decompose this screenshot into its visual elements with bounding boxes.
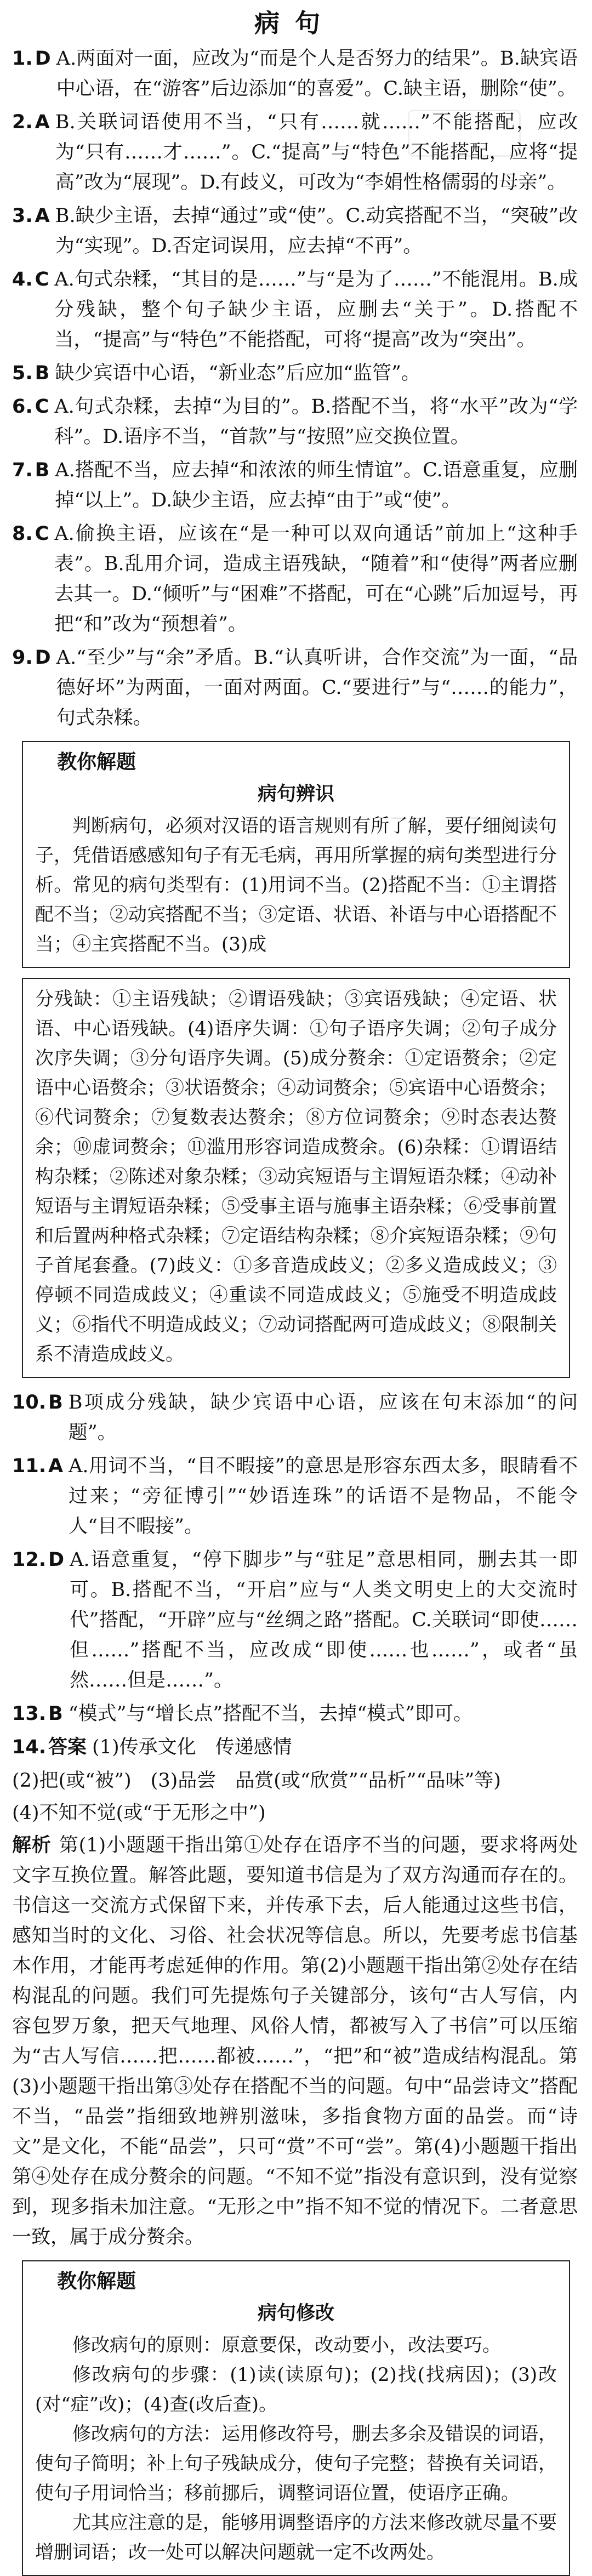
- tip-box-paragraph: 分残缺：①主语残缺；②谓语残缺；③宾语残缺；④定语、状语、中心语残缺。(4)语序失调：①句子语序失调；②句子成分次序失调；③分句语序失调。(5)成分赘余：①定语赘余；②定语中心语赘余；③状语赘余；④动词赘余；⑤宾语中心语赘余；⑥代词赘余；⑦复数表达赘余；⑧方位词赘余；⑨时态表达赘余；⑩虚词赘余；⑪滥用形容词造成赘余。(6)杂糅：①谓语结构杂糅；②陈述对象杂糅；③动宾短语与主谓短语杂糅；④动补短语与主谓短语杂糅；⑤受事主语与施事主语杂糅；⑥受事前置和后置两种格式杂糅；⑦定语结构杂糅；⑧介宾短语杂糅；⑨句子首尾套叠。(7)歧义：①多音造成歧义；②多义造成歧义；③停顿不同造成歧义；④重读不同造成歧义；⑤施受不明造成歧义；⑥指代不明造成歧义；⑦动词搭配两可造成歧义；⑧限制关系不清造成歧义。: [35, 988, 557, 1365]
- page-title: 病句: [254, 8, 335, 38]
- tip-box-header: 教你解题: [57, 2270, 136, 2293]
- answer-text: A.语意重复，“停下脚步”与“驻足”意思相同，删去其一即可。B.搭配不当，“开启”应与“人类文明史上的大交流时代”搭配，“开辟”应与“丝绸之路”搭配。C.关联词“即使……但……”搭配不当，应改成“即使……也……”，或者“虽然……但是……”。: [70, 1549, 578, 1691]
- answer-text: B.关联词语使用不当，“只有……就……”不能搭配，应改为“只有……才……”。C.“提高”与“特色”不能搭配，应将“提高”改为“展现”。D.有歧义，可改为“李娟性格儒弱的母亲”。: [55, 111, 578, 193]
- answer-text: A.“至少”与“余”矛盾。B.“认真听讲，合作交流”为一面，“品德好坏”为两面，一面对两面。C.“要进行”与“……的能力”，句式杂糅。: [56, 647, 578, 729]
- answer-item: [12, 392, 578, 452]
- answer-number: 10. B: [12, 1392, 63, 1414]
- answer-key: A: [35, 205, 50, 227]
- tip-box-identify-continued: [22, 978, 570, 1378]
- answer-item: [12, 1451, 578, 1542]
- answer-item: [12, 643, 578, 733]
- answer-number: 6. C: [12, 396, 49, 418]
- answer-number: 14. 答案: [12, 1736, 87, 1758]
- answer-item: [12, 519, 578, 640]
- answer-key: A: [35, 111, 50, 133]
- answer-item: [12, 1699, 578, 1729]
- tip-box-title: 病句辨识: [257, 783, 334, 805]
- answer-key: B: [35, 459, 50, 481]
- answer-item: [12, 1388, 578, 1448]
- answer-key: B: [48, 1703, 63, 1725]
- answer-text: 缺少宾语中心语，“新业态”后应加“监管”。: [55, 362, 420, 384]
- answer-number: 5. B: [12, 362, 50, 384]
- answer-number: 3. A: [12, 205, 50, 227]
- analysis-text: 第(1)小题题干指出第①处存在语序不当的问题，要求将两处文字互换位置。解答此题，要知道书信是为了双方沟通而存在的。书信这一交流方式保留下来，并传承下去，后人能通过这些书信，感知当时的文化、习俗、社会状况等信息。所以，先要考虑书信基本作用，才能再考虑延伸的作用。第(2)小题题干指出第②处存在结构混乱的问题。我们可先提炼句子关键部分，该句“古人写信，内容包罗万象，把天气地理、风俗人情，都被写入了书信”可以压缩为“古人写信……把……都被……”，“把”和“被”造成结构混乱。第(3)小题题干指出第③处存在搭配不当的问题。句中“品尝诗文”搭配不当，“品尝”指细致地辨别滋味，多指食物方面的品尝。而“诗文”是文化，不能“品尝”，只可“赏”不可“尝”。第(4)小题题干指出第④处存在成分赘余的问题。“不知不觉”指没有意识到，没有觉察到，现多指未加注意。“无形之中”指不知不觉的情况下。二者意思一致，属于成分赘余。: [12, 1834, 578, 2248]
- answer-text: A.两面对一面，应改为“而是个人是否努力的结果”。B.缺宾语中心语，在“游客”后边添加“的喜爱”。C.缺主语，删除“使”。: [56, 48, 578, 100]
- tip-box-paragraph: 修改病句的原则：原意要保，改动要小，改法要巧。: [72, 2334, 501, 2356]
- answer-list-2: [12, 1388, 578, 1729]
- answer-key: A: [48, 1455, 64, 1477]
- tip-box-header: 教你解题: [57, 751, 136, 773]
- analysis-paragraph: [12, 1831, 578, 2253]
- answer-number: 8. C: [12, 523, 49, 545]
- answer-item: [12, 455, 578, 516]
- answer-key: D: [35, 647, 51, 669]
- answer-text: A.偷换主语，应该在“是一种可以双向通话”前加上“这种手表”。B.乱用介词，造成主语残缺，“随着”和“使得”两者应删去其一。D.“倾听”与“困难”不搭配，可在“心跳”后加逗号，再把“和”改为“预想着”。: [54, 523, 578, 635]
- analysis-label: 解析: [12, 1834, 52, 1856]
- answer-key: B: [35, 362, 50, 384]
- tip-box-identify: [22, 741, 570, 968]
- watermark-logo: [408, 110, 521, 157]
- answer-item: [12, 358, 578, 389]
- answer-key: C: [35, 523, 49, 545]
- tip-box-revise: [22, 2260, 570, 2576]
- tip-box-paragraph: 尤其应注意的是，能够用调整语序的方法来修改就尽量不要增删词语；改一处可以解决问题就一定不改两处。: [35, 2512, 557, 2563]
- answer-number: 1. D: [12, 48, 51, 70]
- answer-text: (1)传承文化 传递感情: [92, 1736, 292, 1758]
- answer-key: C: [35, 269, 49, 290]
- answer-item: [12, 44, 578, 104]
- answer-14-line-3: (4)不知不觉(或“于无形之中”): [12, 1802, 266, 1824]
- answer-text: A.搭配不当，应去掉“和浓浓的师生情谊”。C.语意重复，应删掉“以上”。D.缺少主语，应去掉“由于”或“使”。: [55, 459, 578, 511]
- answer-key: C: [35, 396, 49, 418]
- answer-text: A.用词不当，“目不暇接”的意思是形容东西太多，眼睛看不过来；“旁征博引”“妙语连珠”的话语不是物品，不能令人“目不暇接”。: [69, 1455, 578, 1537]
- answer-item: [12, 265, 578, 355]
- tip-box-paragraph: 判断病句，必须对汉语的语言规则有所了解，要仔细阅读句子，凭借语感感知句子有无毛病，再用所掌握的病句类型进行分析。常见的病句类型有：(1)用词不当。(2)搭配不当：①主谓搭配不当；②动宾搭配不当；③定语、状语、补语与中心语搭配不当；④主宾搭配不当。(3)成: [35, 815, 557, 955]
- answer-key: D: [48, 1549, 65, 1571]
- answer-item: [12, 201, 578, 261]
- answer-number: 13. B: [12, 1703, 63, 1725]
- answer-number: 12. D: [12, 1549, 65, 1571]
- answer-text: A.句式杂糅，“其目的是……”与“是为了……”不能混用。B.成分残缺，整个句子缺少主语，应删去“关于”。D.搭配不当，“提高”与“特色”不能搭配，可将“提高”改为“突出”。: [54, 269, 578, 351]
- answer-text: A.句式杂糅，去掉“为目的”。B.搭配不当，将“水平”改为“学科”。D.语序不当，“首款”与“按照”应交换位置。: [54, 396, 578, 448]
- answer-item-14: [12, 1732, 578, 1763]
- answer-text: B项成分残缺，缺少宾语中心语，应该在句末添加“的问题”。: [68, 1392, 578, 1444]
- answer-key: D: [35, 48, 51, 70]
- tip-box-paragraph: 修改病句的步骤：(1)读(读原句)；(2)找(找病因)；(3)改(对“症”改)；(4)查(改后查)。: [35, 2364, 557, 2415]
- tip-box-paragraph: 修改病句的方法：运用修改符号，删去多余及错误的词语，使句子简明；补上句子残缺成分，使句子完整；替换有关词语，使句子用词恰当；移前挪后，调整词语位置，使语序正确。: [35, 2423, 557, 2504]
- answer-item: [12, 1545, 578, 1696]
- answer-14-line-2: (2)把(或“被”) (3)品尝 品赏(或“欣赏”“品析”“品味”等): [12, 1770, 501, 1792]
- answer-text: B.缺少主语，去掉“通过”或“使”。C.动宾搭配不当，“突破”改为“实现”。D.否定词误用，应去掉“不再”。: [55, 205, 578, 257]
- answer-text: “模式”与“增长点”搭配不当，去掉“模式”即可。: [68, 1703, 473, 1725]
- answer-number: 11. A: [12, 1455, 64, 1477]
- tip-box-title: 病句修改: [257, 2303, 334, 2324]
- answer-number: 9. D: [12, 647, 51, 669]
- answer-number: 4. C: [12, 269, 49, 290]
- answer-number: 7. B: [12, 459, 50, 481]
- answer-number: 2. A: [12, 111, 50, 133]
- answer-key: B: [48, 1392, 63, 1414]
